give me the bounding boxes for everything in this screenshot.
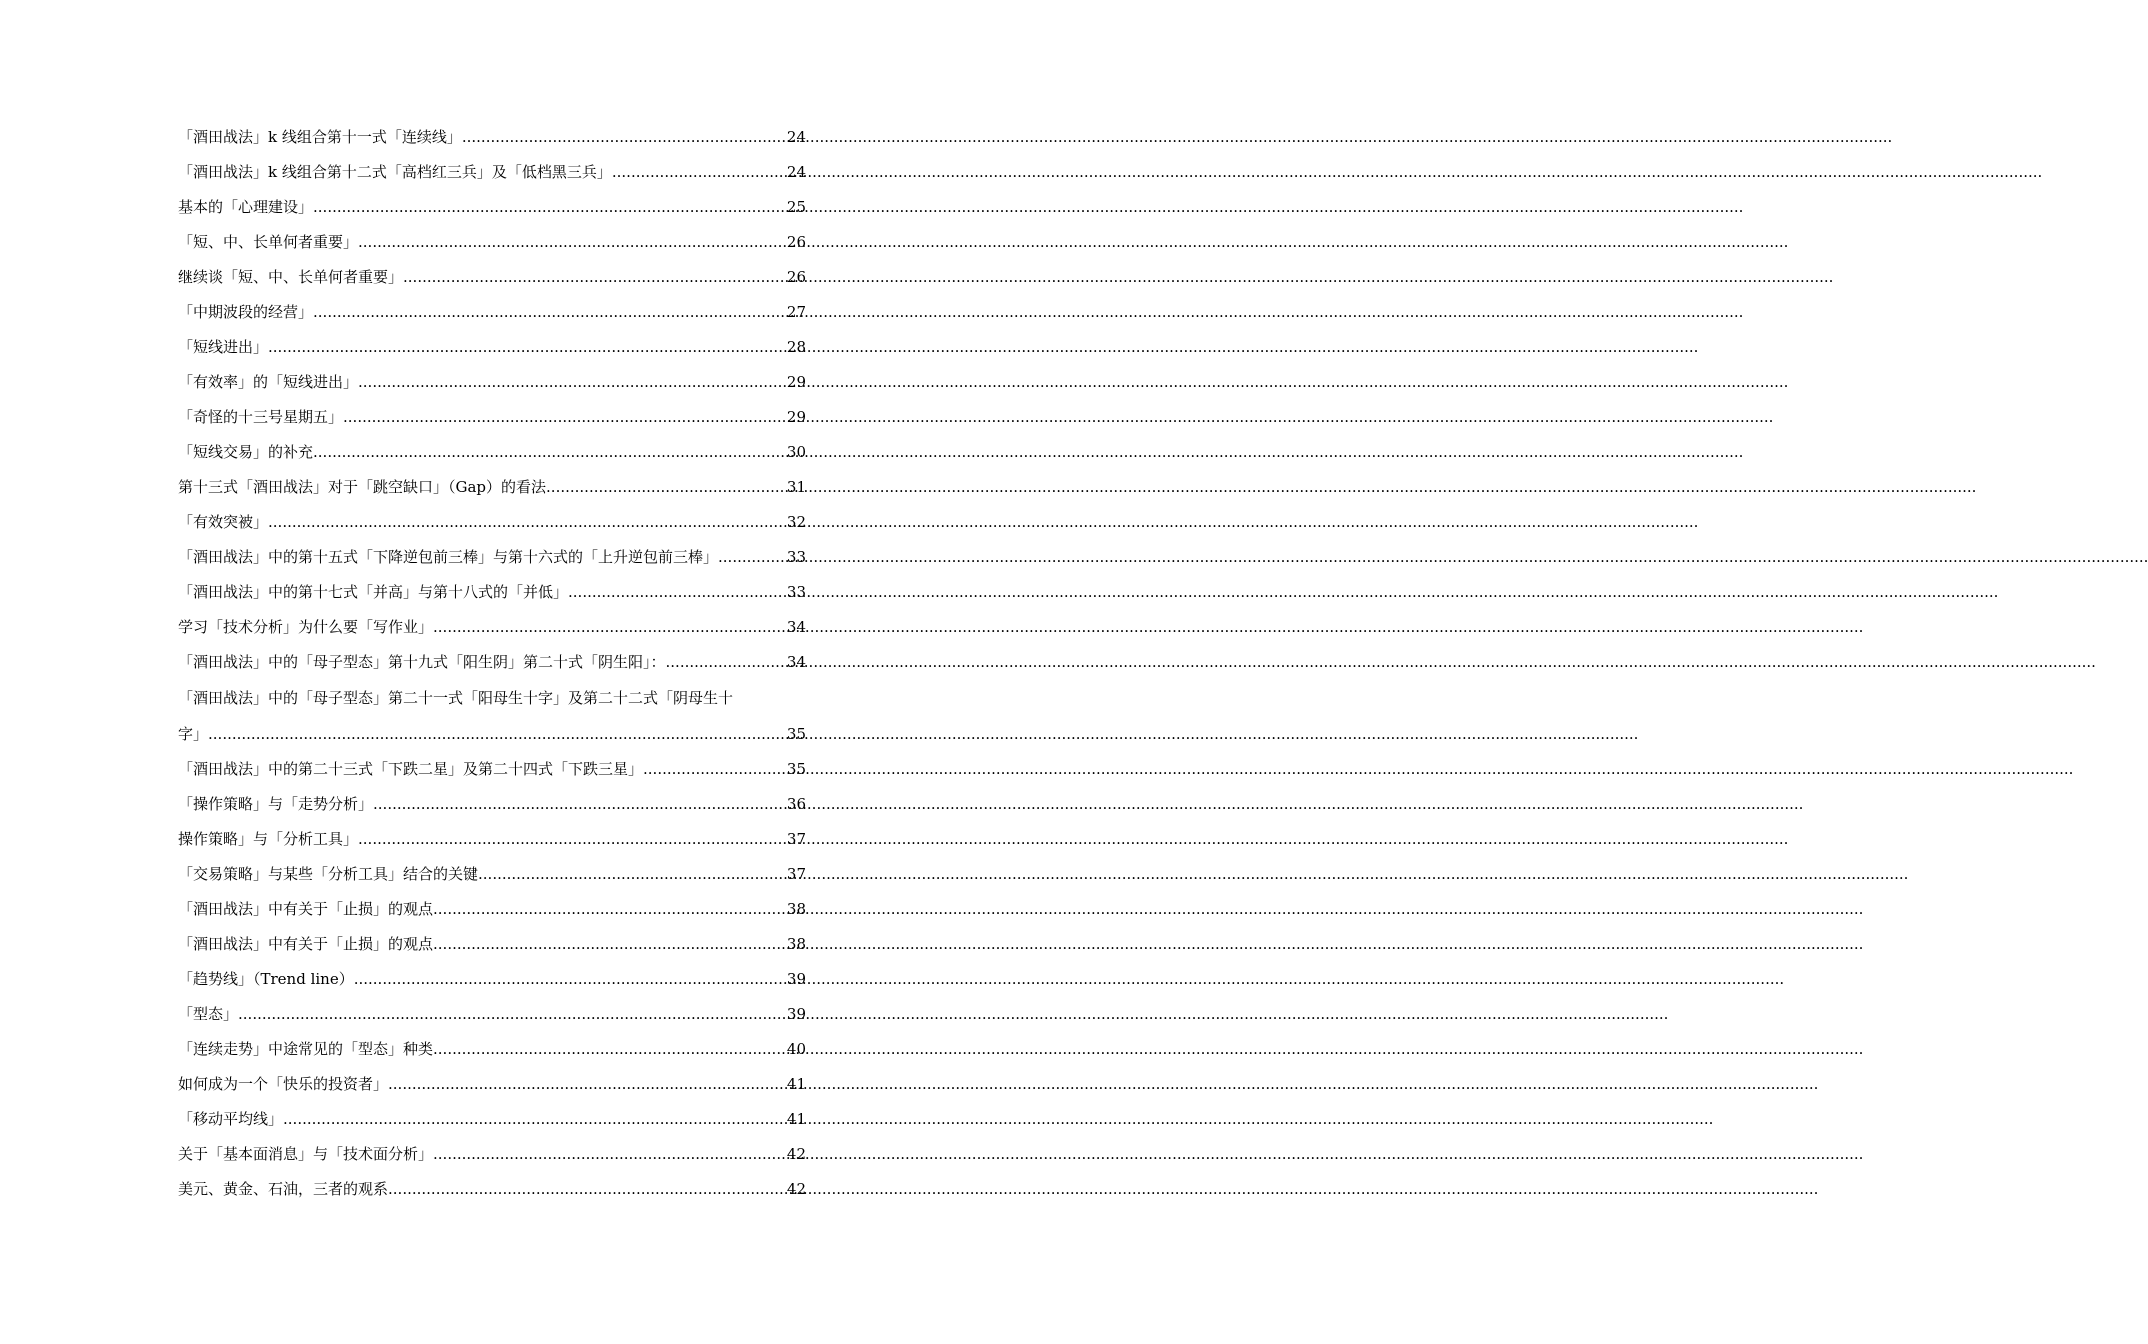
toc-page-number: 32 [786,513,806,531]
toc-dot-leader [568,575,787,610]
toc-dot-leader [388,1067,787,1102]
toc-page-number: 26 [786,268,806,286]
toc-entry[interactable] [178,540,806,575]
toc-page-number: 30 [786,443,806,461]
toc-page-number: 24 [786,128,806,146]
toc-page-number: 42 [786,1180,806,1198]
toc-entry[interactable] [178,1172,806,1207]
toc-page-number: 33 [786,548,806,566]
toc-entry-title: 「酒田战法」中的第十七式「并高」与第十八式的「并低」 [178,583,569,601]
toc-entry-title: 「酒田战法」中的第十五式「下降逆包前三棒」与第十六式的「上升逆包前三棒」 [178,548,719,566]
toc-entry[interactable] [178,435,806,470]
toc-entry[interactable] [178,330,806,365]
toc-entry[interactable] [178,962,806,997]
toc-entry-title: 关于「基本面消息」与「技术面分析」 [178,1145,434,1163]
toc-dot-leader [313,295,787,330]
toc-entry-title: 第十三式「酒田战法」对于「跳空缺口」（Gap）的看法 [178,478,547,496]
toc-entry-title: 「短线交易」的补充 [178,443,314,461]
toc-page-number: 35 [786,760,806,778]
toc-dot-leader [358,822,787,857]
toc-dot-leader [546,470,787,505]
toc-entry[interactable] [178,857,806,892]
toc-dot-leader [354,962,787,997]
toc-dot-leader [478,857,787,892]
toc-page-number: 25 [786,198,806,216]
toc-dot-leader [718,540,787,575]
toc-entry-title: 基本的「心理建设」 [178,198,314,216]
toc-page-number: 28 [786,338,806,356]
toc-page-number: 39 [786,970,806,988]
toc-entry-title: 「酒田战法」中有关于「止损」的观点 [178,935,434,953]
toc-entry[interactable] [178,260,806,295]
toc-dot-leader [666,645,787,680]
toc-entry-title: 「酒田战法」中有关于「止损」的观点 [178,900,434,918]
toc-entry[interactable] [178,610,806,645]
toc-entry-title: 美元、黄金、石油，三者的观系 [178,1180,389,1198]
toc-entry-title: 「中期波段的经营」 [178,303,314,321]
toc-page-number: 34 [786,653,806,671]
toc-entry[interactable] [178,400,806,435]
toc-page-number: 29 [786,373,806,391]
toc-entry[interactable] [178,645,806,680]
toc-page-number: 38 [786,900,806,918]
toc-entry-title: 如何成为一个「快乐的投资者」 [178,1075,389,1093]
toc-dot-leader [373,787,787,822]
toc-entry[interactable] [178,787,806,822]
toc-entry[interactable] [178,470,806,505]
toc-entry[interactable] [178,575,806,610]
toc-entry-continuation [178,717,806,752]
toc-page-number: 29 [786,408,806,426]
toc-dot-leader [283,1102,787,1137]
toc-page-number: 36 [786,795,806,813]
toc-entry[interactable] [178,295,806,330]
toc-entry-title: 学习「技术分析」为什么要「写作业」 [178,618,434,636]
toc-page-number: 26 [786,233,806,251]
toc-page-number: 24 [786,163,806,181]
toc-entry-title: 继续谈「短、中、长单何者重要」 [178,268,404,286]
toc-dot-leader [343,400,787,435]
toc-entry[interactable] [178,822,806,857]
toc-entry[interactable] [178,1067,806,1102]
toc-dot-leader [358,225,787,260]
toc-page-number: 31 [786,478,806,496]
toc-entry-title: 「酒田战法」中的「母子型态」第十九式「阳生阴」第二十式「阴生阳」： [178,653,666,671]
toc-page-number: 37 [786,865,806,883]
toc-dot-leader [268,330,787,365]
toc-entry-title: 「短、中、长单何者重要」 [178,233,359,251]
toc-entry-title: 「有效率」的「短线进出」 [178,373,359,391]
toc-dot-leader [208,717,787,752]
toc-entry-title: 「酒田战法」k 线组合第十一式「连续线」 [178,128,462,146]
toc-dot-leader [643,752,787,787]
toc-entry-title: 「操作策略」与「走势分析」 [178,795,374,813]
toc-entry[interactable] [178,927,806,962]
toc-entry-title: 「趋势线」（Trend line） [178,970,354,988]
toc-page-number: 40 [786,1040,806,1058]
toc-dot-leader [433,610,787,645]
toc-entry-title: 操作策略」与「分析工具」 [178,830,359,848]
toc-dot-leader [433,927,787,962]
toc-entry[interactable] [178,752,806,787]
toc-dot-leader [313,190,787,225]
toc-entry-wrapped[interactable] [178,680,806,752]
toc-dot-leader [313,435,787,470]
toc-dot-leader [433,1137,787,1172]
table-of-contents [178,120,806,1207]
toc-page-number: 41 [786,1075,806,1093]
toc-dot-leader [403,260,787,295]
toc-entry-title: 「交易策略」与某些「分析工具」结合的关键 [178,865,479,883]
toc-entry[interactable] [178,190,806,225]
toc-dot-leader [433,892,787,927]
toc-page-number: 37 [786,830,806,848]
toc-page-number: 35 [786,725,806,743]
toc-entry-title: 「有效突被」 [178,513,269,531]
toc-entry-title: 「酒田战法」中的「母子型态」第二十一式「阳母生十字」及第二十二式「阴母生十 [178,689,734,707]
toc-page-number: 27 [786,303,806,321]
toc-entry-title: 「短线进出」 [178,338,269,356]
toc-entry-title: 「型态」 [178,1005,239,1023]
toc-dot-leader [388,1172,787,1207]
toc-entry[interactable] [178,505,806,540]
toc-entry[interactable] [178,120,806,155]
toc-entry[interactable] [178,892,806,927]
toc-entry[interactable] [178,365,806,400]
toc-entry-title: 「酒田战法」k 线组合第十二式「高档红三兵」及「低档黑三兵」 [178,163,612,181]
toc-entry[interactable] [178,997,806,1032]
toc-page-number: 38 [786,935,806,953]
toc-entry-title: 「移动平均线」 [178,1110,284,1128]
toc-entry[interactable] [178,1102,806,1137]
toc-dot-leader [462,120,787,155]
toc-dot-leader [238,997,787,1032]
toc-page-number: 41 [786,1110,806,1128]
toc-page-number: 42 [786,1145,806,1163]
toc-entry-title: 「酒田战法」中的第二十三式「下跌二星」及第二十四式「下跌三星」 [178,760,644,778]
toc-entry[interactable] [178,1137,806,1172]
toc-dot-leader [612,155,787,190]
toc-page-number: 33 [786,583,806,601]
toc-dot-leader [433,1032,787,1067]
toc-dot-leader [358,365,787,400]
toc-entry-title: 「奇怪的十三号星期五」 [178,408,344,426]
toc-entry[interactable] [178,155,806,190]
toc-entry-title: 「连续走势」中途常见的「型态」种类 [178,1040,434,1058]
toc-page-number: 34 [786,618,806,636]
toc-entry[interactable] [178,225,806,260]
toc-entry[interactable] [178,1032,806,1067]
toc-page-number: 39 [786,1005,806,1023]
toc-dot-leader [268,505,787,540]
toc-entry-title-continued: 字」 [178,725,209,743]
